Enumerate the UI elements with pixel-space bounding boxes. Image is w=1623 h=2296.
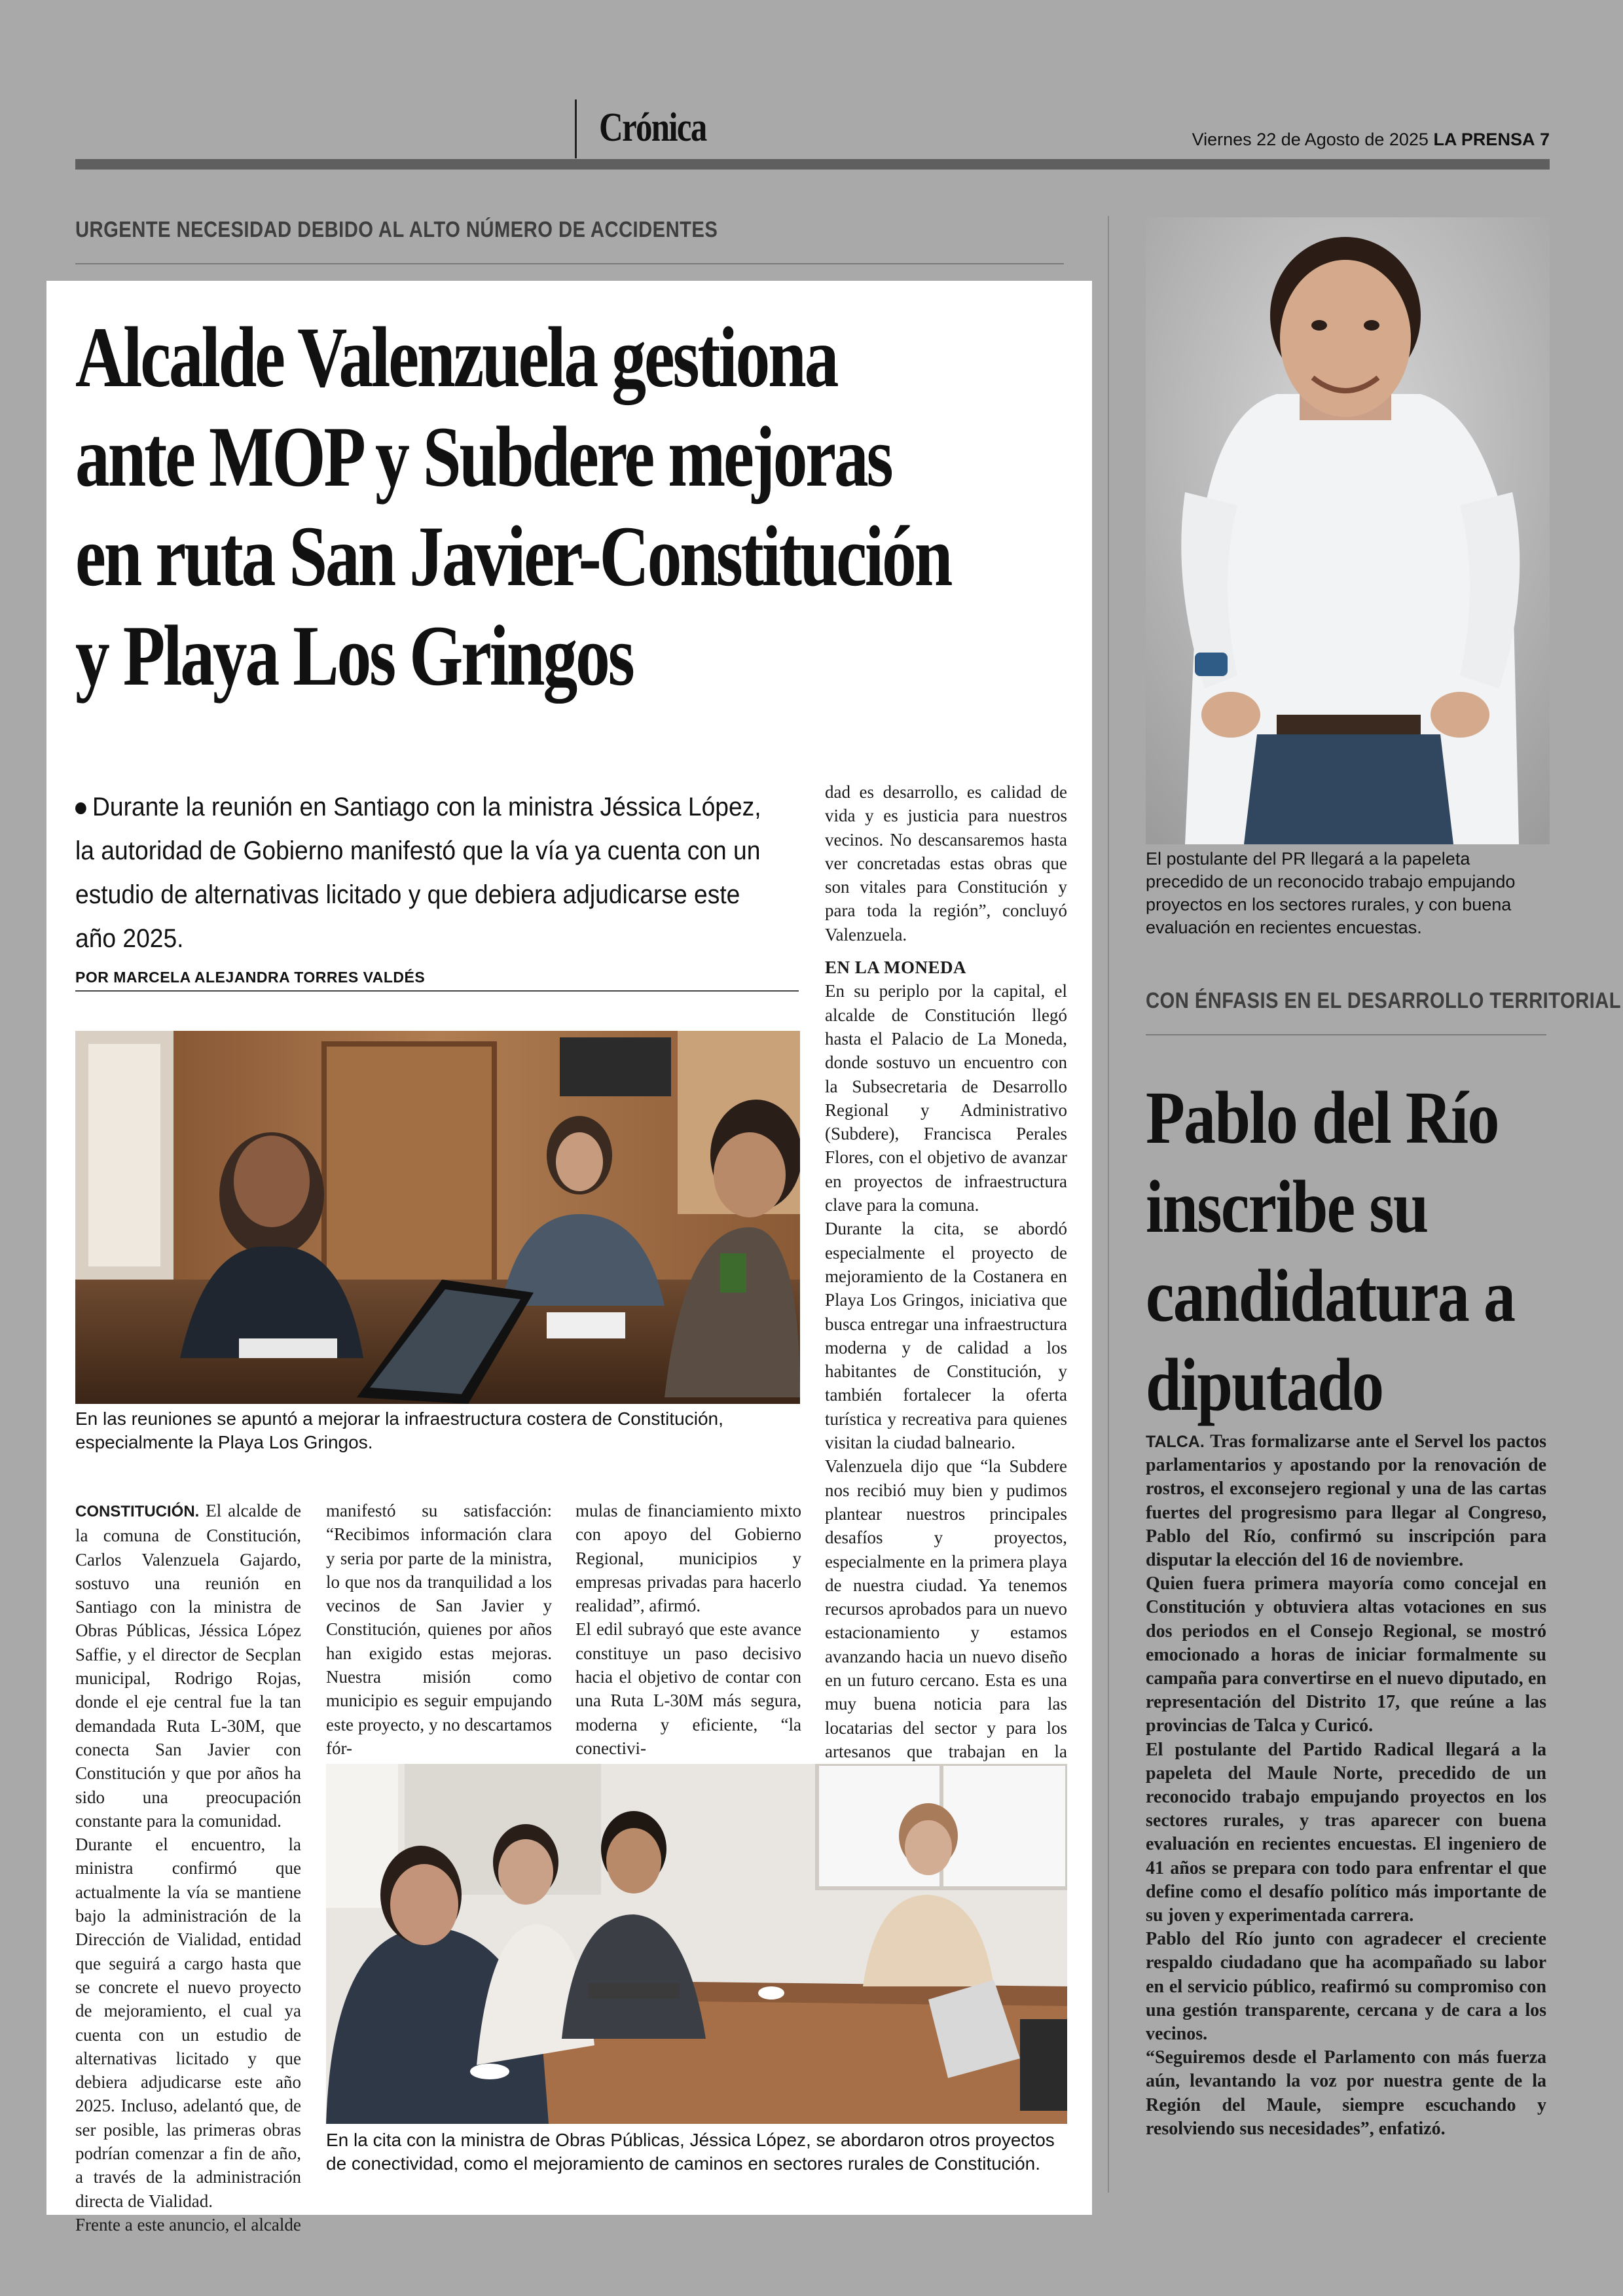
body-column-4 (825, 780, 1067, 1787)
paragraph: Valenzuela dijo que “la Subdere nos recibió muy bien y pudimos plantear nuestros principales desafíos y proyectos, especialmente en la primera playa de nuestra ciudad. Ya tenemos recursos aprobados para un nuevo estacionamiento y estamos avanzando hacia un nuevo diseño en un futuro cercano. Esta es una muy buena noticia para las locatarias del sector y para los artesanos que trabajan en la (825, 1456, 1067, 1761)
portrait-caption: El postulante del PR llegará a la papeleta precedido de un reconocido trabajo empujando proyectos en los sectores rurales, y con buena evaluación en recientes encuestas. (1146, 849, 1516, 937)
byline-rule (75, 990, 799, 992)
header-separator (575, 99, 577, 158)
dateline: CONSTITUCIÓN. (75, 1503, 200, 1520)
subheading: EN LA MONEDA (825, 958, 967, 978)
meeting-photo-2 (326, 1764, 1067, 2124)
meeting-photo-1-image (75, 1031, 800, 1404)
body-column-2 (326, 1499, 552, 1760)
meeting-photo-2-image (326, 1764, 1067, 2124)
paragraph: dad es desarrollo, es calidad de vida y es justicia para nuestros vecinos. No descansaremos hasta ver concretadas estas obras que son vitales para Constitución y para toda la región”, concluyó Valenzuela. (825, 782, 1067, 944)
page-folio (1192, 130, 1550, 150)
paragraph: Durante la cita, se abordó especialmente el proyecto de mejoramiento de la Costanera en Playa Los Gringos, iniciativa que busca entregar una infraestructura moderna y de calidad a los habitantes de Constitución, y también fortalecer la oferta turística y recreativa para quienes visitan la ciudad balneario. (825, 1219, 1067, 1453)
paragraph: Quien fuera primera mayoría como concejal en Constitución y obtuviera altas votaciones en sus dos periodos en el Consejo Regional, se mostró emocionado a horas de iniciar formalmente su campaña para convertirse en el nuevo diputado, en representación del Distrito 17, que reúne a las provincias de Talca y Curicó. (1146, 1573, 1546, 1736)
side-headline: Pablo del Río inscribe su candidatura a diputado (1146, 1076, 1515, 1426)
photo2-caption: En la cita con la ministra de Obras Públicas, Jéssica López, se abordaron otros proyectos de conectividad, como el mejoramiento de caminos en sectores rurales de Constitución. (326, 2130, 1055, 2174)
side-body (1146, 1430, 1546, 2141)
candidate-portrait (1146, 217, 1550, 844)
body-column-1 (75, 1499, 301, 2236)
main-kicker: URGENTE NECESIDAD DEBIDO AL ALTO NÚMERO DE ACCIDENTES (75, 217, 718, 242)
main-headline: Alcalde Valenzuela gestiona ante MOP y Subdere mejoras en ruta San Javier-Constitución y Playa Los Gringos (75, 309, 951, 704)
body-column-3 (575, 1499, 801, 1760)
paragraph: Pablo del Río junto con agradecer el creciente respaldo ciudadano que ha acompañado su labor en el servicio público, reafirmó su compromiso con una gestión transparente, cercana y de cara a los vecinos. (1146, 1929, 1546, 2045)
page-number: 7 (1539, 130, 1550, 149)
paragraph: Frente a este anuncio, el alcalde (75, 2214, 301, 2234)
dateline: TALCA. (1146, 1433, 1205, 1451)
column-divider (1108, 216, 1109, 2193)
main-lead (75, 785, 782, 961)
issue-date: Viernes 22 de Agosto de 2025 (1192, 130, 1429, 149)
meeting-photo-1 (75, 1031, 800, 1404)
paragraph: “Seguiremos desde el Parlamento con más fuerza aún, levantando la voz por nuestra gente de la Región del Maule, siempre escuchando y resolviendo sus necesidades”, enfatizó. (1146, 2047, 1546, 2139)
section-title: Crónica (599, 105, 706, 150)
kicker-rule (75, 263, 1064, 264)
paragraph: El postulante del Partido Radical llegará a la papeleta del Maule Norte, precedido de un reconocido trabajo empujando proyectos en los sectores rurales, y tras aparecer con buena evaluación en recientes encuestas. El ingeniero de 41 años se prepara con todo para enfrentar el que define como el desafío político más importante de su joven y experimentada carrera. (1146, 1739, 1546, 1926)
header-rule (75, 159, 1550, 170)
side-kicker: CON ÉNFASIS EN EL DESARROLLO TERRITORIAL (1146, 988, 1622, 1013)
paragraph: Tras formalizarse ante el Servel los pactos parlamentarios y apostando por la renovación de rostros, el exconsejero regional y una de las cartas fuertes del progresismo para llegar al Congreso, Pablo del Río, confirmó su inscripción para disputar la elección del 16 de noviembre. (1146, 1431, 1546, 1571)
bullet-icon (75, 802, 86, 814)
paragraph: manifestó su satisfacción: “Recibimos información clara y seria por parte de la ministra, lo que nos da tranquilidad a los vecinos de San Javier y Constitución, quienes por años han exigido estas mejoras. Nuestra misión como municipio es seguir empujando este proyecto, y no descartamos fór- (326, 1501, 552, 1758)
newspaper-name: LA PRENSA (1433, 130, 1535, 149)
paragraph: En su periplo por la capital, el alcalde de Constitución llegó hasta el Palacio de La Moneda, donde sostuvo un encuentro con la Subsecretaria de Desarrollo Regional y Administrativo (Subdere), Francisca Perales Flores, con el objetivo de avanzar en proyectos de infraestructura clave para la comuna. (825, 981, 1067, 1215)
paragraph: Durante el encuentro, la ministra confirmó que actualmente la vía se mantiene bajo la administración de la Dirección de Vialidad, entidad que seguirá a cargo hasta que se concrete el nuevo proyecto de mejoramiento, el cual ya cuenta con un estudio de alternativas licitado y que debiera adjudicarse este año 2025. Incluso, adelantó que, de ser posible, las primeras obras podrían comenzar a fin de año, a través de la administración directa de Vialidad. (75, 1835, 301, 2211)
kicker-rule (1146, 1034, 1546, 1035)
photo1-caption: En las reuniones se apuntó a mejorar la infraestructura costera de Constitución, especialmente la Playa Los Gringos. (75, 1408, 723, 1452)
lead-text: Durante la reunión en Santiago con la ministra Jéssica López, la autoridad de Gobierno manifestó que la vía ya cuenta con un estudio de alternativas licitado y que debiera adjudicarse este año 2025. (75, 793, 761, 953)
paragraph: El alcalde de la comuna de Constitución, Carlos Valenzuela Gajardo, sostuvo una reunión en Santiago con la ministra de Obras Públicas, Jéssica López Saffie, y el director de Secplan municipal, Rodrigo Rojas, donde el eje central fue la tan demandada Ruta L-30M, que conecta San Javier con Constitución y que por años ha sido una preocupación constante para la comunidad. (75, 1501, 301, 1831)
paragraph: mulas de financiamiento mixto con apoyo del Gobierno Regional, municipios y empresas privadas para hacerlo realidad”, afirmó. (575, 1501, 801, 1616)
byline: POR MARCELA ALEJANDRA TORRES VALDÉS (75, 969, 426, 986)
paragraph: El edil subrayó que este avance constituye un paso decisivo hacia el objetivo de contar con una Ruta L-30M más segura, moderna y eficiente, “la conectivi- (575, 1619, 801, 1758)
candidate-portrait-image (1146, 217, 1550, 844)
